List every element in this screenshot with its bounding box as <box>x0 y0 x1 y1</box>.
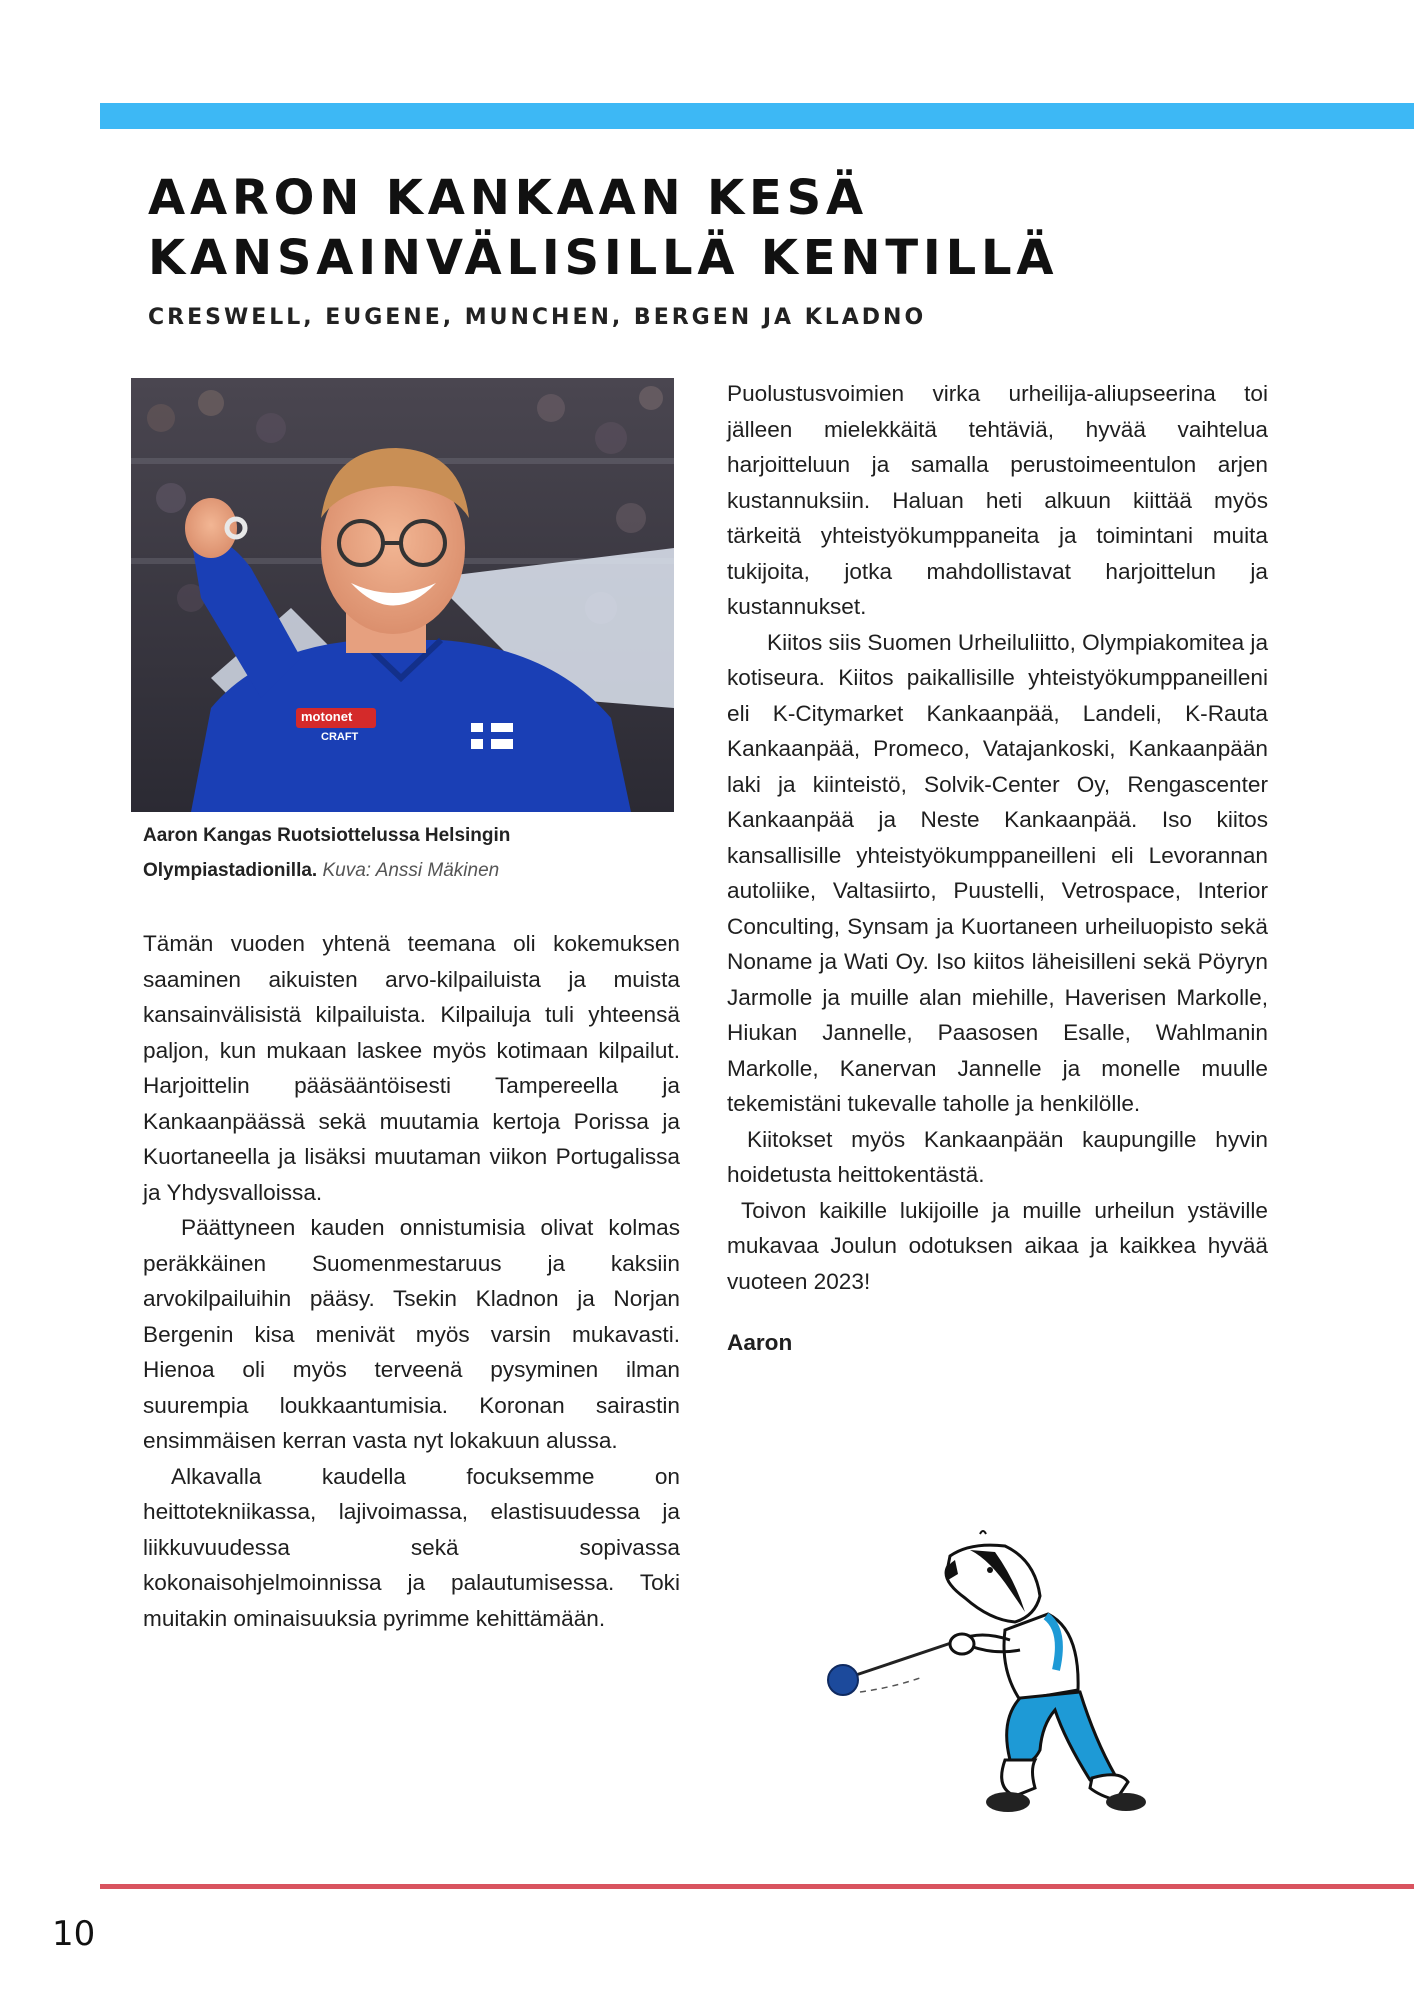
title-line-2: KANSAINVÄLISILLÄ KENTILLÄ <box>148 230 1059 286</box>
paragraph: Tämän vuoden yhtenä teemana oli kokemuksen saaminen aikuisten arvo-kilpailuista ja muista kansainvälisistä kilpailuista. Kilpailuja tuli yhteensä paljon, kun mukaan laskee myös kotimaan kilpailut. Harjoittelin pääsääntöisesti Tampereella ja Kankaanpäässä sekä muutamia kertoja Porissa ja Kuortaneella ja lisäksi muutaman viikon Portugalissa ja Yhdysvalloissa. <box>143 931 680 1205</box>
signature: Aaron <box>727 1330 793 1355</box>
paragraph: Alkavalla kaudella focuksemme on heittotekniikassa, lajivoimassa, elastisuudessa ja liikkuvuudessa sekä sopivassa kokonaisohjelmoinnissa ja palautumisessa. Toki muitakin ominaisuuksia pyrimme kehittämään. <box>143 1463 680 1631</box>
photo-caption <box>143 818 673 888</box>
paragraph: Päättyneen kauden onnistumisia olivat kolmas peräkkäinen Suomenmestaruus ja kaksiin arvokilpailuihin pääsy. Tsekin Kladnon ja Norjan Bergenin kisa menivät myös varsin mukavasti. Hienoa oli myös terveenä pysyminen ilman suurempia loukkaantumisia. Koronan sairastin ensimmäisen kerran vasta nyt lokakuun alussa. <box>143 1215 680 1453</box>
paragraph: Toivon kaikille lukijoille ja muille urheilun ystäville mukavaa Joulun odotuksen aikaa ja kaikkea hyvää vuoteen 2023! <box>727 1197 1268 1294</box>
athlete-photo <box>131 378 674 812</box>
bottom-accent-rule <box>100 1884 1414 1889</box>
caption-text: Aaron Kangas Ruotsiottelussa Helsingin Olympiastadionilla. <box>143 825 511 881</box>
top-accent-bar <box>100 103 1414 129</box>
article-right-column <box>727 376 1268 1361</box>
page-number: 10 <box>52 1914 96 1954</box>
title-line-1: AARON KANKAAN KESÄ <box>148 170 868 226</box>
photo-credit: Kuva: Anssi Mäkinen <box>322 860 500 881</box>
article-title <box>148 168 1058 288</box>
article-left-column <box>143 926 680 1636</box>
article-subtitle: CRESWELL, EUGENE, MUNCHEN, BERGEN JA KLADNO <box>148 305 927 330</box>
paragraph: Puolustusvoimien virka urheilija-aliupseerina toi jälleen mielekkäitä tehtäviä, hyvää vaihtelua harjoitteluun ja samalla perustoimeentulon arjen kustannuksiin. Haluan heti alkuun kiittää myös tärkeitä yhteistyökumppaneita ja toimintani muita tukijoita, jotka mahdollistavat harjoittelun ja kustannukset. <box>727 381 1268 619</box>
paragraph: Kiitokset myös Kankaanpään kaupungille hyvin hoidetusta heittokentästä. <box>727 1126 1268 1187</box>
paragraph: Kiitos siis Suomen Urheiluliitto, Olympiakomitea ja kotiseura. Kiitos paikallisille yhteistyökumppaneilleni eli K-Citymarket Kankaanpää, Landeli, K-Rauta Kankaanpää, Promeco, Vatajankoski, Kankaanpään laki ja kiinteistö, Solvik-Center Oy, Rengascenter Kankaanpää ja Neste Kankaanpää. Iso kiitos kansallisille yhteistyökumppaneilleni eli Levorannan autoliike, Valtasiirto, Puustelli, Vetrospace, Interior Conculting, Synsam ja Kuortaneen urheiluopisto sekä Noname ja Wati Oy. Iso kiitos läheisilleni sekä Pöyryn Jarmolle ja muille alan miehille, Haverisen Markolle, Hiukan Jannelle, Paasosen Esalle, Wahlmanin Markolle, Kanervan Jannelle ja monelle muulle tekemistäni tukevalle taholle ja henkilölle. <box>727 629 1269 1116</box>
shirt-logo-text: motonet <box>301 709 353 724</box>
athlete-photo-illustration <box>131 378 674 812</box>
badger-hammer-thrower-illustration <box>820 1520 1170 1830</box>
shirt-brand-text: CRAFT <box>321 731 359 743</box>
